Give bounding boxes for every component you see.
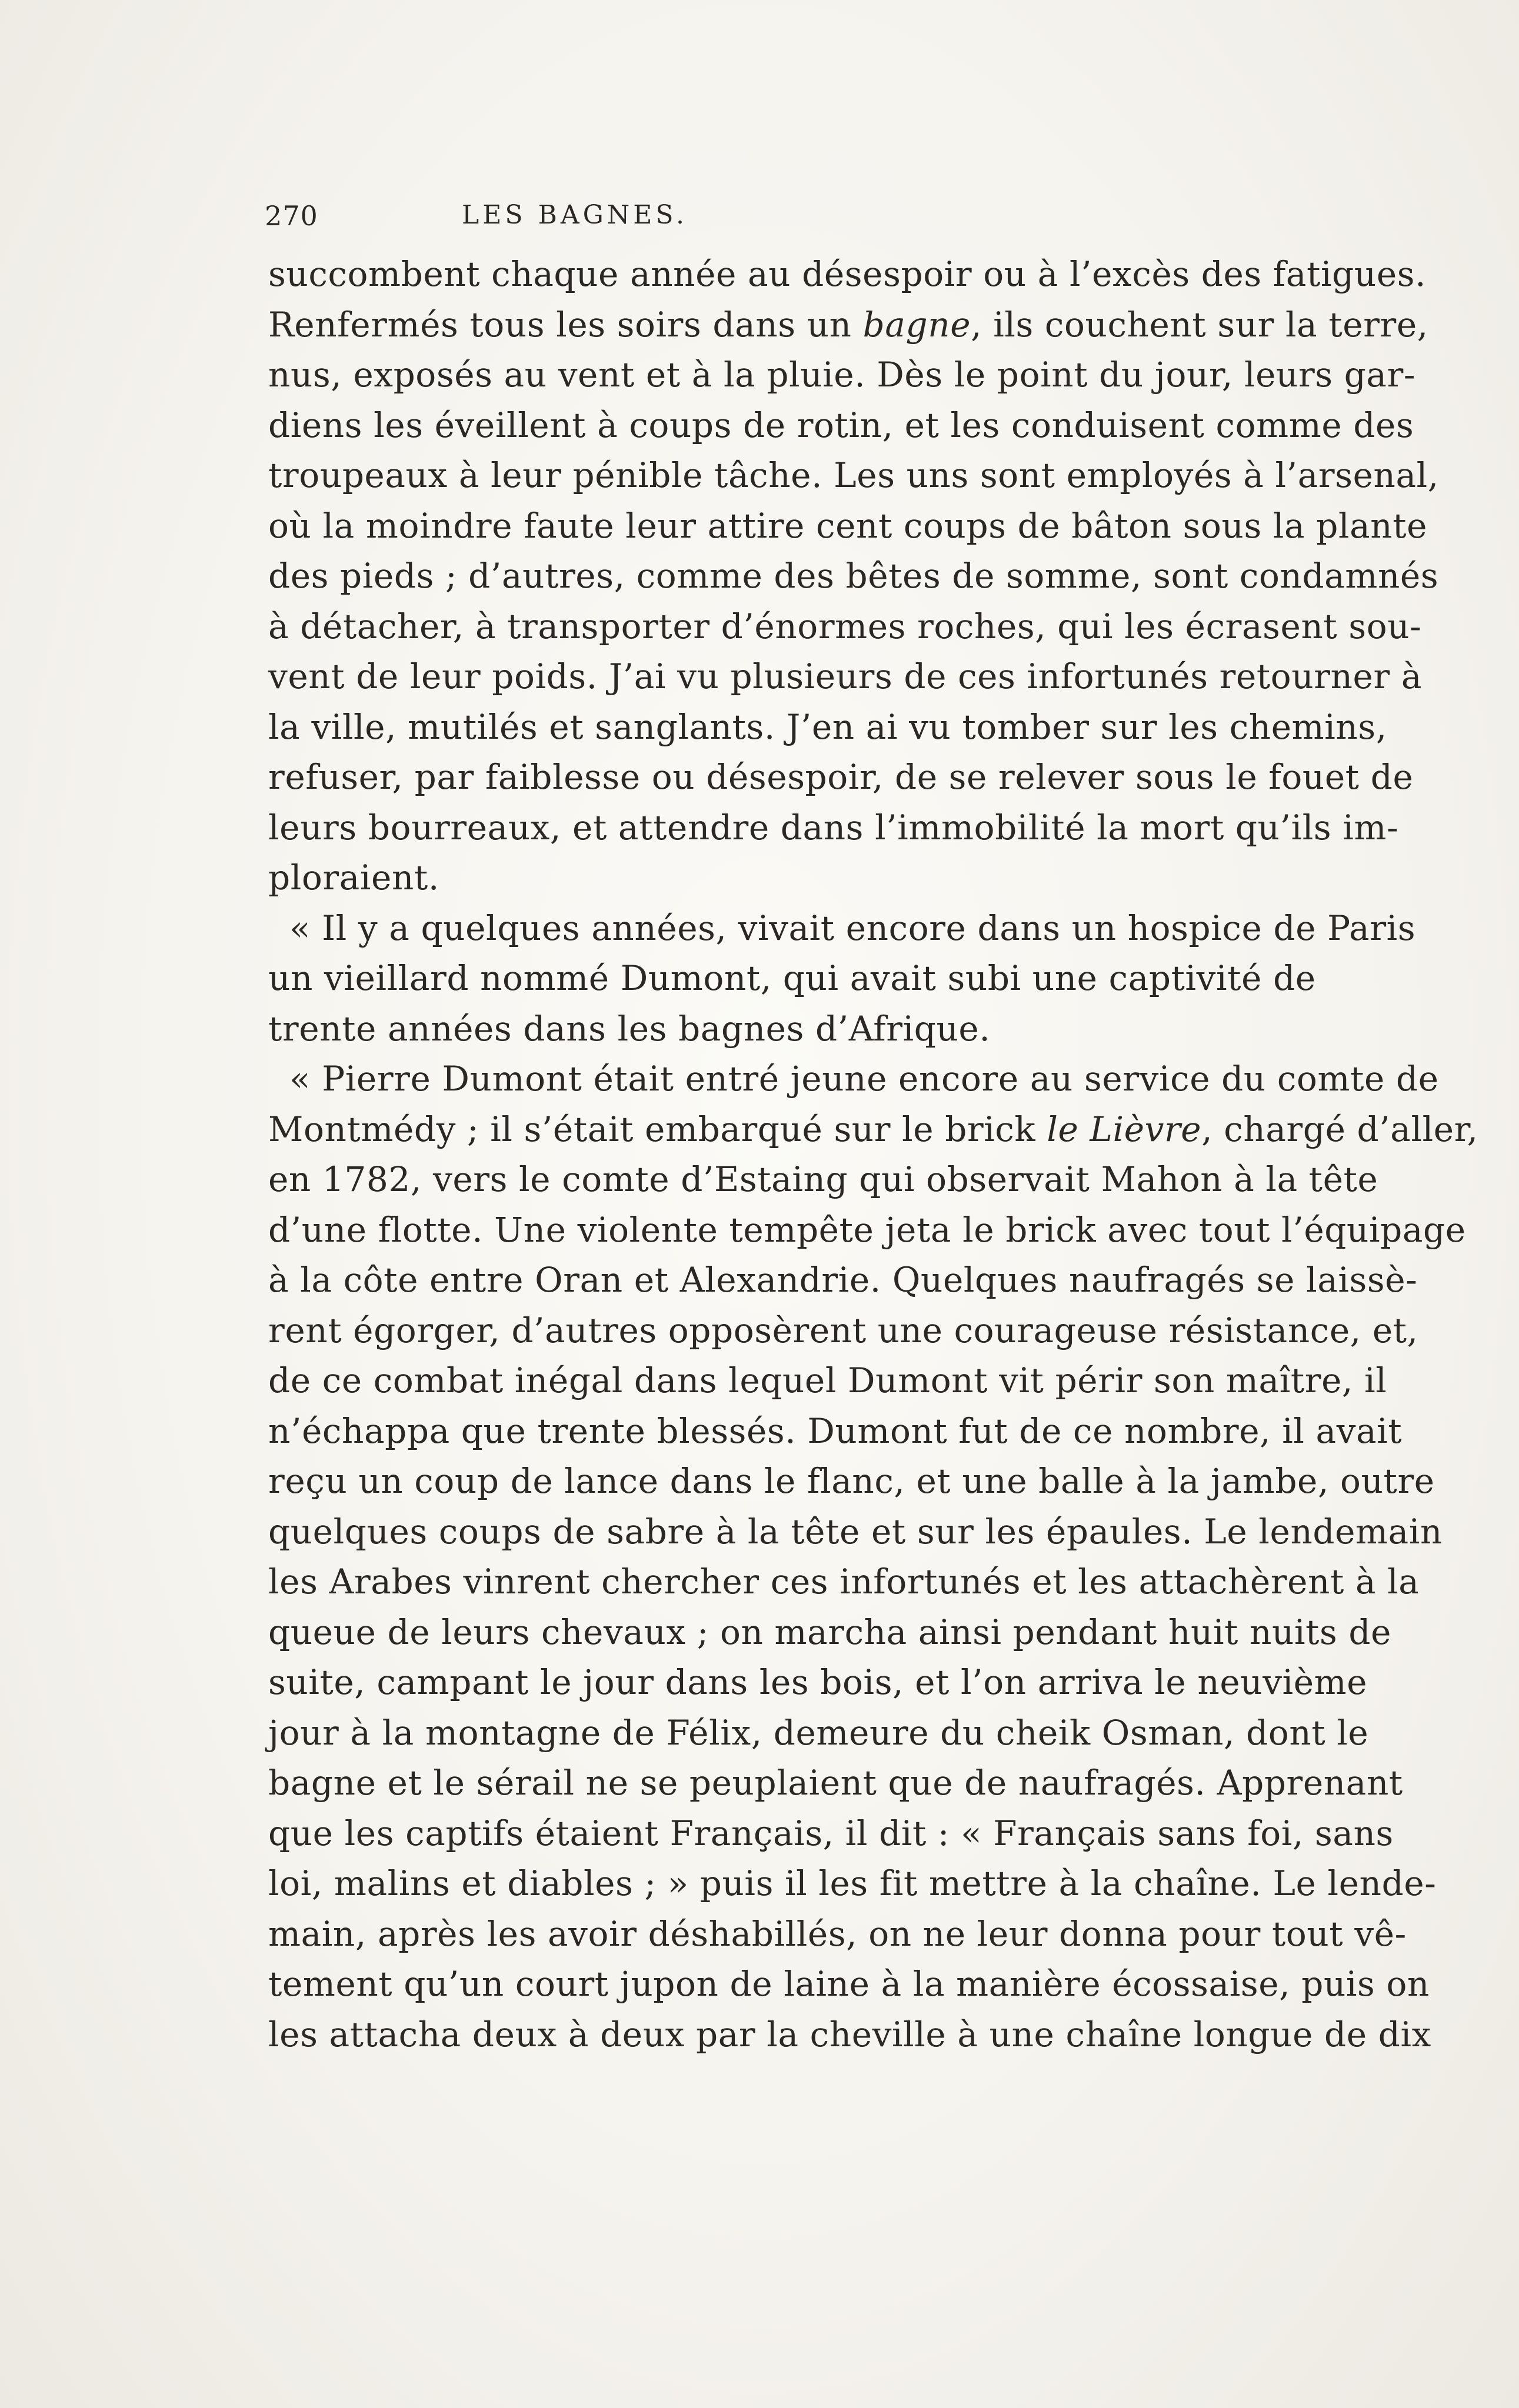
text-line-content: trente années dans les bagnes d’Afrique. bbox=[268, 1008, 991, 1049]
text-line-content: vent de leur poids. J’ai vu plusieurs de ces infortunés retourner à bbox=[268, 656, 1423, 696]
text-line bbox=[268, 1456, 1435, 1507]
text-line-content: reçu un coup de lance dans le flanc, et une balle à la jambe, outre bbox=[268, 1461, 1435, 1501]
text-line-content: Montmédy ; il s’était embarqué sur le brick bbox=[268, 1109, 1047, 1149]
text-line bbox=[268, 1657, 1368, 1708]
text-line-content: bagne et le sérail ne se peuplaient que de naufragés. Apprenant bbox=[268, 1763, 1403, 1803]
text-line-content: n’échappa que trente blessés. Dumont fut de ce nombre, il avait bbox=[268, 1410, 1403, 1451]
italic-text: bagne bbox=[862, 304, 971, 345]
text-line-content: à détacher, à transporter d’énormes roches, qui les écrasent sou- bbox=[268, 606, 1422, 646]
text-line bbox=[268, 1859, 1437, 1909]
text-line-continuation: , ils couchent sur la terre, bbox=[971, 304, 1428, 345]
text-line bbox=[268, 903, 1416, 954]
text-line bbox=[268, 752, 1414, 803]
body-text bbox=[268, 249, 1478, 2060]
text-line bbox=[268, 401, 1414, 451]
text-line-content: nus, exposés au vent et à la pluie. Dès le point du jour, leurs gar- bbox=[268, 355, 1416, 395]
text-line-content: rent égorger, d’autres opposèrent une courageuse résistance, et, bbox=[268, 1310, 1418, 1350]
text-line bbox=[268, 853, 1305, 903]
text-line-content: que les captifs étaient Français, il dit : « Français sans foi, sans bbox=[268, 1813, 1394, 1853]
text-line-content: diens les éveillent à coups de rotin, et les conduisent comme des bbox=[268, 405, 1414, 445]
text-line-content: leurs bourreaux, et attendre dans l’immobilité la mort qu’ils im- bbox=[268, 807, 1399, 848]
text-line bbox=[268, 1255, 1418, 1306]
text-line bbox=[268, 702, 1387, 753]
text-line bbox=[268, 1809, 1394, 1859]
text-line bbox=[268, 1909, 1407, 1960]
text-line bbox=[268, 300, 1428, 351]
text-line-content: la ville, mutilés et sanglants. J’en ai vu tomber sur les chemins, bbox=[268, 706, 1387, 747]
text-line-content: succombent chaque année au désespoir ou à l’excès des fatigues. bbox=[268, 254, 1427, 294]
italic-text: le Lièvre bbox=[1047, 1109, 1202, 1149]
text-line bbox=[268, 551, 1439, 602]
text-line-content: queue de leurs chevaux ; on marcha ainsi pendant huit nuits de bbox=[268, 1612, 1392, 1652]
text-line bbox=[268, 350, 1416, 401]
text-line-content: refuser, par faiblesse ou désespoir, de se relever sous le fouet de bbox=[268, 757, 1414, 797]
text-line bbox=[268, 249, 1427, 300]
text-line-content: les attacha deux à deux par la cheville à une chaîne longue de dix bbox=[268, 2014, 1431, 2055]
text-line bbox=[268, 1406, 1403, 1457]
text-line-content: des pieds ; d’autres, comme des bêtes de somme, sont condamnés bbox=[268, 556, 1439, 596]
text-line bbox=[268, 2010, 1431, 2060]
text-line bbox=[268, 1607, 1392, 1658]
text-line bbox=[268, 1507, 1443, 1557]
text-line-content: main, après les avoir déshabillés, on ne leur donna pour tout vê- bbox=[268, 1913, 1407, 1954]
text-line-content: de ce combat inégal dans lequel Dumont vit périr son maître, il bbox=[268, 1360, 1387, 1400]
text-line bbox=[268, 1306, 1418, 1356]
text-line bbox=[268, 1758, 1403, 1809]
text-line-content: en 1782, vers le comte d’Estaing qui observait Mahon à la tête bbox=[268, 1159, 1378, 1199]
text-line-content: les Arabes vinrent chercher ces infortunés et les attachèrent à la bbox=[268, 1562, 1420, 1602]
text-line bbox=[268, 451, 1439, 501]
text-line bbox=[268, 1105, 1478, 1155]
text-line bbox=[268, 953, 1316, 1004]
text-line bbox=[268, 1155, 1378, 1205]
text-line-content: à la côte entre Oran et Alexandrie. Quelques naufragés se laissè- bbox=[268, 1260, 1418, 1300]
text-line-content: troupeaux à leur pénible tâche. Les uns sont employés à l’arsenal, bbox=[268, 455, 1439, 495]
text-line bbox=[268, 501, 1428, 552]
text-line bbox=[268, 803, 1399, 853]
page-number: 270 bbox=[265, 200, 318, 232]
text-line-continuation: , chargé d’aller, bbox=[1201, 1109, 1478, 1149]
page-header bbox=[265, 200, 1306, 235]
text-line bbox=[268, 602, 1422, 652]
text-line-content: Renfermés tous les soirs dans un bbox=[268, 304, 863, 345]
text-line-content: où la moindre faute leur attire cent coups de bâton sous la plante bbox=[268, 505, 1428, 546]
text-line-content: quelques coups de sabre à la tête et sur les épaules. Le lendemain bbox=[268, 1511, 1443, 1552]
text-line bbox=[268, 1959, 1430, 2010]
text-line-content: « Pierre Dumont était entré jeune encore au service du comte de bbox=[289, 1059, 1439, 1099]
text-line bbox=[268, 1557, 1420, 1607]
text-line bbox=[268, 1205, 1466, 1256]
text-line-content: suite, campant le jour dans les bois, et l’on arriva le neuvième bbox=[268, 1662, 1368, 1702]
text-line-content: jour à la montagne de Félix, demeure du cheik Osman, dont le bbox=[268, 1712, 1369, 1753]
text-line-content: « Il y a quelques années, vivait encore dans un hospice de Paris bbox=[289, 908, 1416, 948]
text-line bbox=[268, 652, 1423, 702]
text-line bbox=[268, 1054, 1439, 1105]
text-line-content: loi, malins et diables ; » puis il les fit mettre à la chaîne. Le lende- bbox=[268, 1863, 1437, 1903]
text-line bbox=[268, 1004, 1305, 1055]
text-line-content: d’une flotte. Une violente tempête jeta le brick avec tout l’équipage bbox=[268, 1209, 1466, 1250]
text-line bbox=[268, 1708, 1369, 1759]
text-line-content: un vieillard nommé Dumont, qui avait subi une captivité de bbox=[268, 958, 1316, 998]
running-head: LES BAGNES. bbox=[462, 200, 688, 230]
text-line bbox=[268, 1356, 1387, 1406]
text-line-content: ploraient. bbox=[268, 858, 439, 898]
text-line-content: tement qu’un court jupon de laine à la manière écossaise, puis on bbox=[268, 1964, 1430, 2004]
